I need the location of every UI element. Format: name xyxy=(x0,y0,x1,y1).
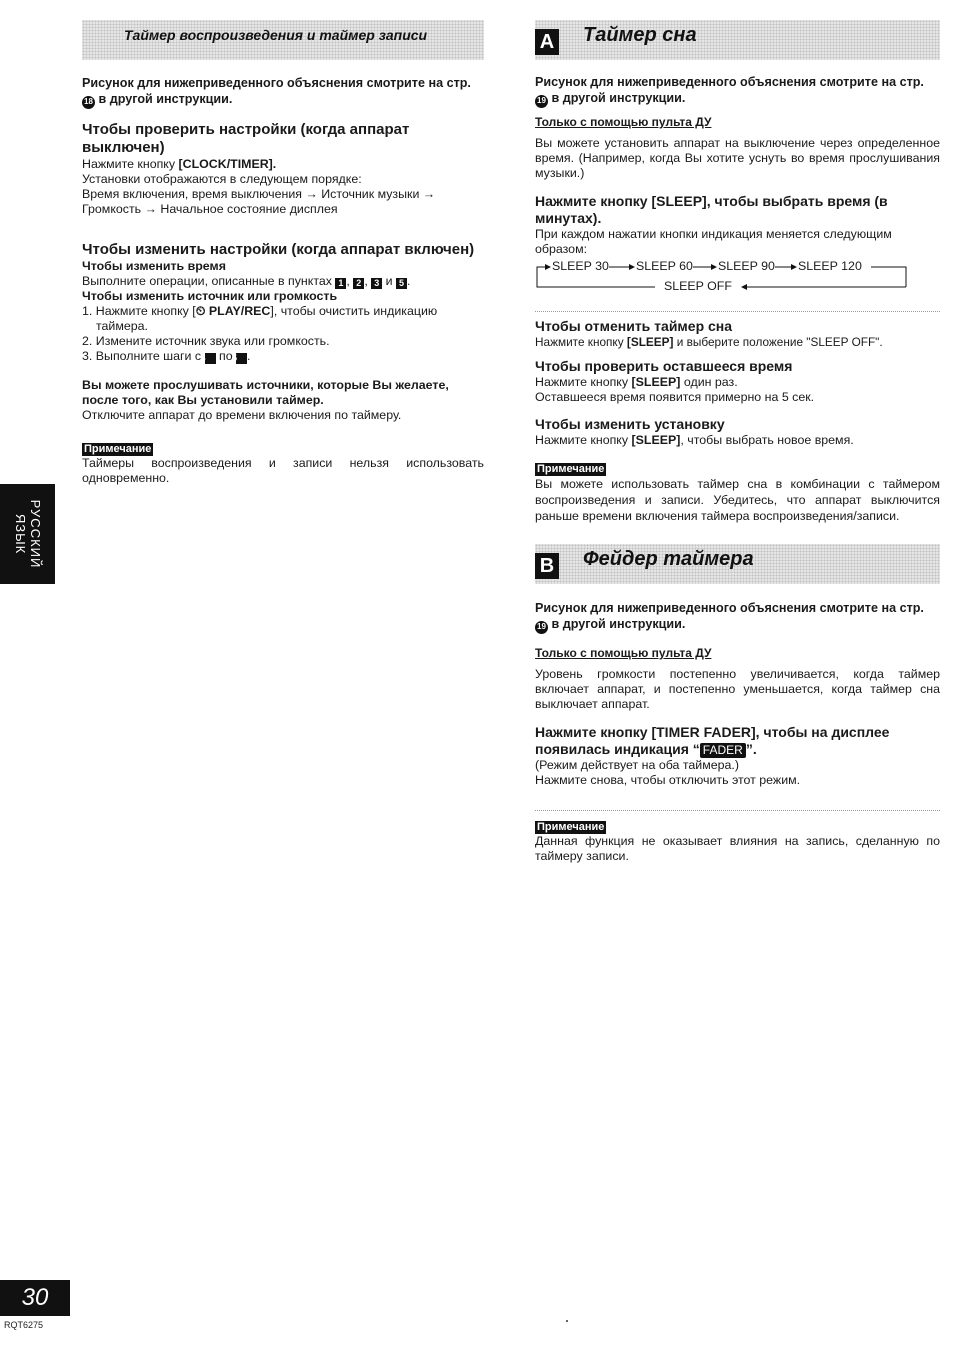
change-setting-heading: Чтобы изменить установку xyxy=(535,416,725,432)
section-title-sleep: Таймер сна xyxy=(583,24,697,46)
step-badge: 2 xyxy=(353,278,364,289)
banner-title: Таймер воспроизведения и таймер записи xyxy=(124,27,428,43)
fader-indicator: FADER xyxy=(700,743,746,758)
note-text: Таймеры воспроизведения и записи нельзя использовать одновременно. xyxy=(82,456,484,485)
listen-heading: Вы можете прослушивать источники, которые Вы желаете, после того, как Вы установили таймер. xyxy=(82,378,449,407)
page-ref-badge: 18 xyxy=(82,96,95,109)
note-badge: Примечание xyxy=(537,463,605,475)
seq-sleep-90: SLEEP 90 xyxy=(718,259,775,273)
listen-text: Отключите аппарат до времени включения по таймеру. xyxy=(82,408,402,422)
change-settings-heading: Чтобы изменить настройки (когда аппарат включен) xyxy=(82,241,475,258)
document-code: RQT6275 xyxy=(4,1320,44,1330)
section-letter-a: A xyxy=(535,29,559,55)
remaining-time-text: Оставшееся время появится примерно на 5 сек. xyxy=(535,390,815,404)
section-letter-b: B xyxy=(535,553,559,579)
page-number: 30 xyxy=(0,1280,70,1316)
seq-sleep-30: SLEEP 30 xyxy=(552,259,609,273)
step-badge: 1 xyxy=(335,278,346,289)
remote-only-label: Только с помощью пульта ДУ xyxy=(535,115,712,129)
fader-mode-text: (Режим действует на оба таймера.) xyxy=(535,758,739,772)
note-block xyxy=(535,461,940,524)
check-order-text: Установки отображаются в следующем порядке: xyxy=(82,172,362,186)
note-text: Данная функция не оказывает влияния на запись, сделанную по таймеру записи. xyxy=(535,834,940,863)
page-ref-badge: 19 xyxy=(535,621,548,634)
step-badge: 5 xyxy=(396,278,407,289)
fader-intro: Уровень громкости постепенно увеличивается, когда таймер включает аппарат, и постепенно уменьшается, когда таймер сна выключает аппарат. xyxy=(535,667,940,711)
section-title-fader: Фейдер таймера xyxy=(583,548,754,570)
sleep-sequence-diagram xyxy=(535,259,940,311)
seq-sleep-60: SLEEP 60 xyxy=(636,259,693,273)
sleep-press-text: При каждом нажатии кнопки индикация меняется следующим образом: xyxy=(535,227,892,256)
sleep-intro: Вы можете установить аппарат на выключение через определенное время. (Например, когда Вы хотите уснуть во время прослушивания музыки.) xyxy=(535,136,940,180)
cancel-heading: Чтобы отменить таймер сна xyxy=(535,318,733,334)
section-banner-timer xyxy=(82,20,484,60)
note-block xyxy=(82,441,484,486)
check-settings-heading: Чтобы проверить настройки (когда аппарат выключен) xyxy=(82,121,410,156)
reference-note: Рисунок для нижеприведенного объяснения смотрите на стр. 19 в другой инструкции. xyxy=(535,74,940,108)
note-block xyxy=(535,819,940,864)
reference-note: Рисунок для нижеприведенного объяснения смотрите на стр. 18 в другой инструкции. xyxy=(82,75,484,109)
note-badge: Примечание xyxy=(84,443,152,455)
list-item: 2. Измените источник звука или громкость. xyxy=(82,334,330,348)
right-column xyxy=(535,20,940,864)
check-press-text: Нажмите кнопку [CLOCK/TIMER]. xyxy=(82,157,277,171)
remaining-heading: Чтобы проверить оставшееся время xyxy=(535,358,793,374)
fader-press-heading: Нажмите кнопку [TIMER FADER], чтобы на дисплее появилась индикация “ FADER ”. xyxy=(535,724,890,757)
divider xyxy=(535,810,940,811)
sleep-press-heading: Нажмите кнопку [SLEEP], чтобы выбрать время (в минутах). xyxy=(535,193,888,226)
left-column xyxy=(82,20,484,486)
change-source-list xyxy=(82,304,484,364)
section-banner-fader xyxy=(535,544,940,584)
reference-note: Рисунок для нижеприведенного объяснения смотрите на стр. 19 в другой инструкции. xyxy=(535,600,940,634)
divider xyxy=(535,311,940,312)
section-banner-sleep xyxy=(535,20,940,60)
cancel-text: Нажмите кнопку [SLEEP] и выберите положение "SLEEP OFF". xyxy=(535,335,883,349)
language-tab-line1: РУССКИЙ xyxy=(27,499,43,569)
step-badge: 3 xyxy=(371,278,382,289)
stray-dot xyxy=(566,1320,568,1322)
seq-sleep-off: SLEEP OFF xyxy=(660,279,736,294)
change-time-text: Выполните операции, описанные в пунктах 1 , 2 , 3 и 5 . xyxy=(82,274,411,288)
note-badge: Примечание xyxy=(537,821,605,833)
page-ref-badge: 19 xyxy=(535,95,548,108)
language-tab-line2: ЯЗЫК xyxy=(12,513,28,555)
list-item: 3. Выполните шаги с 4 по 5 . xyxy=(82,349,251,363)
note-text: Вы можете использовать таймер сна в комбинации с таймером воспроизведения и записи. Убедитесь, что аппарат выключится раньше времени включения таймера воспроизведения/записи. xyxy=(535,477,940,523)
check-order-sequence: Время включения, время выключения → Источник музыки → Громкость → Начальное состояние дисплея xyxy=(82,187,436,216)
fader-again-text: Нажмите снова, чтобы отключить этот режим. xyxy=(535,773,801,787)
change-source-heading: Чтобы изменить источник или громкость xyxy=(82,289,338,303)
list-item: 1. Нажмите кнопку [⏲ PLAY/REC], чтобы очистить индикацию таймера. xyxy=(82,304,438,333)
change-setting-text: Нажмите кнопку [SLEEP], чтобы выбрать новое время. xyxy=(535,433,854,447)
remote-only-label: Только с помощью пульта ДУ xyxy=(535,646,712,660)
change-time-heading: Чтобы изменить время xyxy=(82,259,226,273)
language-tab xyxy=(0,484,55,584)
remaining-text: Нажмите кнопку [SLEEP] один раз. xyxy=(535,375,738,389)
seq-sleep-120: SLEEP 120 xyxy=(798,259,862,273)
